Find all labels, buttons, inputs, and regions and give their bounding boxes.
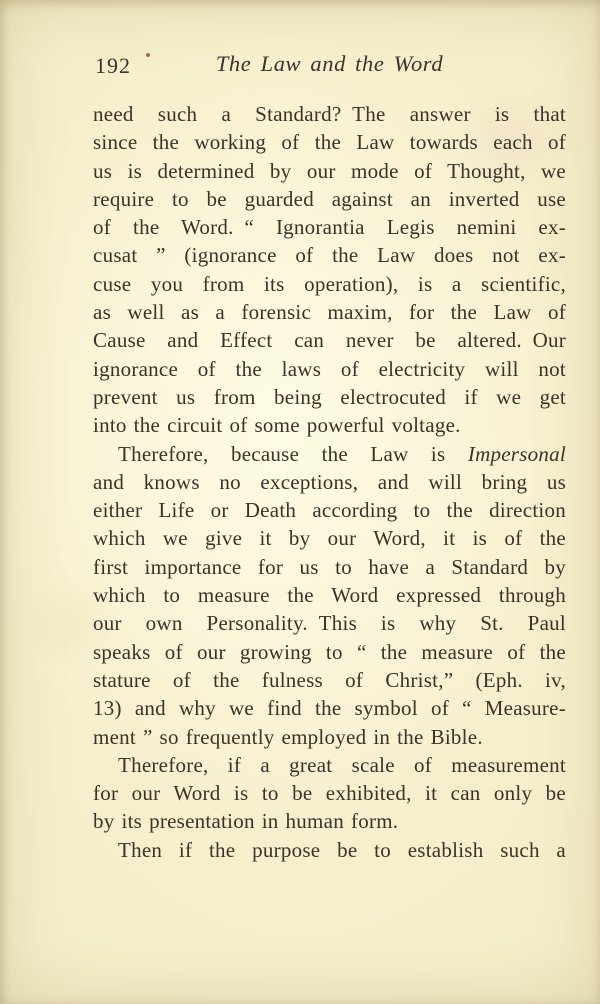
text-line: as well as a forensic maxim, for the Law of bbox=[93, 300, 566, 325]
text-line: speaks of our growing to “ the measure of the bbox=[93, 639, 566, 664]
text-line: for our Word is to be exhibited, it can only be bbox=[93, 781, 566, 806]
text-line: either Life or Death according to the direction bbox=[93, 498, 566, 523]
text-line: of the Word. “ Ignorantia Legis nemini ex- bbox=[93, 215, 566, 240]
text-line: first importance for us to have a Standard by bbox=[93, 554, 566, 579]
text-line: into the circuit of some powerful voltage. bbox=[93, 413, 461, 438]
text-line: Then if the purpose be to establish such a bbox=[118, 837, 566, 862]
text-line: need such a Standard? The answer is that bbox=[93, 102, 566, 126]
text-line: prevent us from being electrocuted if we get bbox=[93, 384, 566, 409]
running-title: The Law and the Word bbox=[215, 51, 444, 76]
text-line: Cause and Effect can never be altered. Our bbox=[93, 328, 566, 353]
text-line: stature of the fulness of Christ,” (Eph. iv, bbox=[93, 667, 566, 692]
page-body bbox=[93, 100, 566, 864]
text-line: ignorance of the laws of electricity will not bbox=[93, 356, 566, 381]
ink-speck bbox=[146, 53, 150, 57]
text-line: our own Personality. This is why St. Paul bbox=[93, 611, 566, 636]
text-line: by its presentation in human form. bbox=[93, 809, 399, 834]
text-line: which we give it by our Word, it is of the bbox=[93, 526, 566, 551]
text-line: cuse you from its operation), is a scientific, bbox=[93, 271, 566, 296]
text-line: require to be guarded against an inverted use bbox=[93, 186, 566, 211]
text-line: cusat ” (ignorance of the Law does not ex- bbox=[93, 243, 566, 268]
italic-text: Impersonal bbox=[467, 441, 566, 466]
page-number: 192 bbox=[95, 53, 131, 78]
text-line: and knows no exceptions, and will bring us bbox=[93, 469, 566, 494]
text-line: ment ” so frequently employed in the Bible. bbox=[93, 724, 483, 749]
text-line: Therefore, if a great scale of measurement bbox=[118, 752, 566, 777]
text-line: since the working of the Law towards each of bbox=[93, 130, 566, 155]
page-header bbox=[93, 51, 566, 81]
text-line: us is determined by our mode of Thought, we bbox=[93, 158, 566, 183]
text-line: Therefore, because the Law is Impersonal bbox=[118, 441, 566, 466]
text-line: 13) and why we find the symbol of “ Measure- bbox=[93, 696, 566, 721]
text-line: which to measure the Word expressed through bbox=[93, 583, 566, 608]
